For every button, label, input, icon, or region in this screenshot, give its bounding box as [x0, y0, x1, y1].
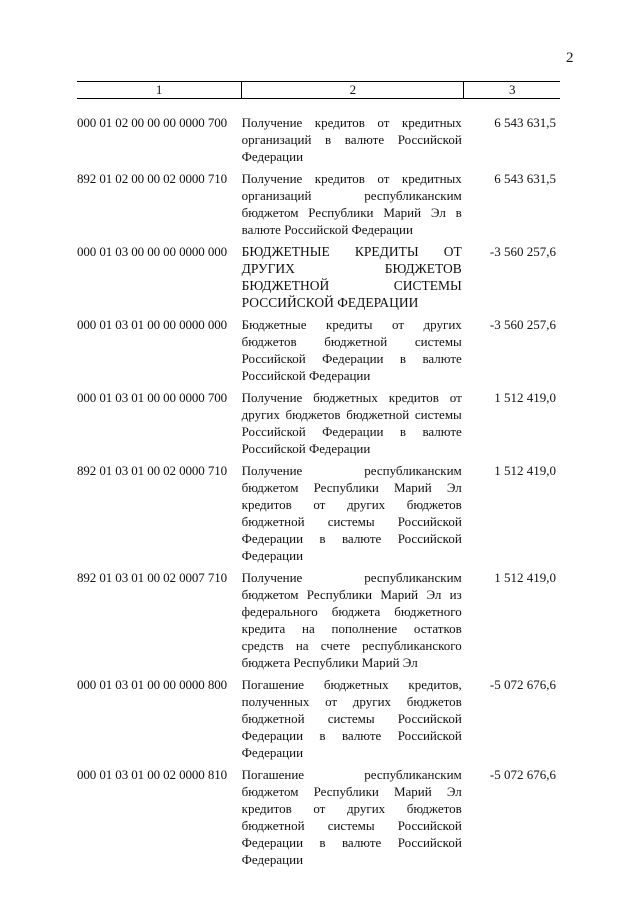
- table-row: [77, 316, 560, 384]
- table-row: [77, 766, 560, 868]
- column-header-1: 1: [77, 82, 242, 99]
- table-row: [77, 170, 560, 238]
- row-amount: -3 560 257,6: [489, 317, 556, 332]
- budget-code: 000 01 03 00 00 00 0000 000: [77, 244, 228, 259]
- budget-code: 000 01 03 01 00 00 0000 000: [77, 317, 228, 332]
- row-amount: -5 072 676,6: [489, 677, 556, 692]
- table-row: [77, 676, 560, 761]
- table-row: [77, 569, 560, 671]
- table-row: [77, 462, 560, 564]
- row-description: Получение кредитов от кредитных организаций республиканским бюджетом Республики Марий Эл в валюте Российской Федерации: [241, 171, 462, 237]
- row-description: Получение бюджетных кредитов от других бюджетов бюджетной системы Российской Федерации в валюте Российской Федерации: [241, 390, 462, 456]
- budget-code: 892 01 03 01 00 02 0000 710: [77, 463, 228, 478]
- table-row: [77, 243, 560, 311]
- row-amount: 1 512 419,0: [494, 463, 556, 478]
- row-amount: 1 512 419,0: [494, 390, 556, 405]
- row-amount: 1 512 419,0: [494, 570, 556, 585]
- row-description: БЮДЖЕТНЫЕ КРЕДИТЫ ОТ ДРУГИХ БЮДЖЕТОВ БЮДЖЕТНОЙ СИСТЕМЫ РОССИЙСКОЙ ФЕДЕРАЦИИ: [241, 244, 462, 310]
- row-amount: -5 072 676,6: [489, 767, 556, 782]
- row-description: Погашение бюджетных кредитов, полученных от других бюджетов бюджетной системы Российской Федерации в валюте Российской Федерации: [241, 677, 462, 760]
- table-row: [77, 114, 560, 165]
- table-row: [77, 389, 560, 457]
- column-header-2: 2: [242, 82, 464, 99]
- row-description: Получение кредитов от кредитных организаций в валюте Российской Федерации: [241, 115, 462, 164]
- column-header-3: 3: [464, 82, 560, 99]
- row-amount: 6 543 631,5: [494, 115, 556, 130]
- row-amount: -3 560 257,6: [489, 244, 556, 259]
- table-body: [77, 114, 560, 873]
- row-amount: 6 543 631,5: [494, 171, 556, 186]
- row-description: Бюджетные кредиты от других бюджетов бюджетной системы Российской Федерации в валюте Российской Федерации: [241, 317, 462, 383]
- budget-code: 892 01 03 01 00 02 0007 710: [77, 570, 228, 585]
- budget-code: 000 01 03 01 00 00 0000 800: [77, 677, 228, 692]
- row-description: Получение республиканским бюджетом Республики Марий Эл кредитов от других бюджетов бюджетной системы Российской Федерации в валюте Российской Федерации: [241, 463, 462, 563]
- budget-code: 000 01 03 01 00 02 0000 810: [77, 767, 228, 782]
- table-header: [77, 81, 560, 99]
- budget-code: 000 01 03 01 00 00 0000 700: [77, 390, 228, 405]
- page-number: 2: [566, 50, 574, 66]
- budget-code: 892 01 02 00 00 02 0000 710: [77, 171, 228, 186]
- budget-code: 000 01 02 00 00 00 0000 700: [77, 115, 228, 130]
- row-description: Получение республиканским бюджетом Республики Марий Эл из федерального бюджета бюджетного кредита на пополнение остатков средств на счете республиканского бюджета Республики Марий Эл: [241, 570, 462, 670]
- row-description: Погашение республиканским бюджетом Республики Марий Эл кредитов от других бюджетов бюджетной системы Российской Федерации в валюте Российской Федерации: [241, 767, 462, 867]
